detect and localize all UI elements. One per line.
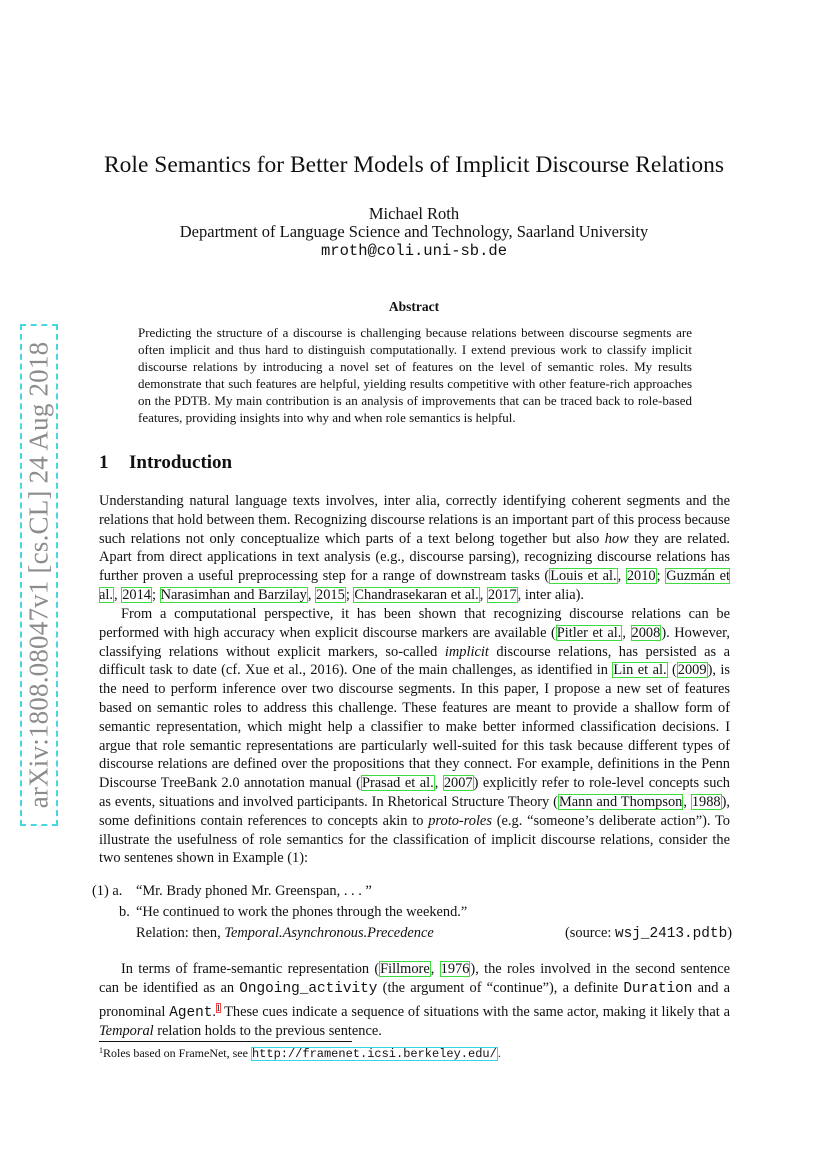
text: Understanding natural language texts involves, inter alia, correctly identifying coherent segments and the relations that hold between them. Recognizing discourse relations is an important part of this process because such relations not only conceptualize which parts of a text belong together but also <box>99 493 730 547</box>
footnote-divider <box>99 1041 352 1042</box>
text: , <box>617 568 626 585</box>
text: . <box>497 1046 501 1060</box>
example-row-a <box>92 881 732 902</box>
text: (source: <box>564 925 615 941</box>
intro-paragraph-2 <box>99 605 730 868</box>
text: ) explicitly refer to role-level concepts such as events, situations and involved participants. In Rhetorical Structure Theory ( <box>99 775 731 810</box>
footnote-number: 1 <box>99 1046 103 1055</box>
example-block <box>92 881 732 944</box>
intro-paragraph-3: In terms of frame-semantic representation (Fillmore, 1976), the roles involved in the second sentence can be identified as an Ongoing_activity (the argument of “continue”), a definite Duration and a pronominal Agent.$^1$ These cues indicate a sequence of situations with the same actor, making it likely that a Temporal relation holds to the previous sentence. <box>99 961 730 1040</box>
source-filename: wsj_2413.pdtb <box>614 926 728 942</box>
text: ; <box>345 586 354 603</box>
text: , <box>434 775 443 792</box>
text: In terms of frame-semantic representation ( <box>121 961 380 977</box>
paper-title: Role Semantics for Better Models of Implicit Discourse Relations <box>103 152 725 178</box>
arxiv-identifier: arXiv:1808.08047v1 [cs.CL] 24 Aug 2018 <box>23 341 54 809</box>
text: , <box>479 586 487 603</box>
citation-year-link[interactable]: 1976 <box>440 961 470 977</box>
text: , <box>683 793 691 810</box>
framenet-url-link[interactable]: http://framenet.icsi.berkeley.edu/ <box>251 1047 497 1061</box>
text: ). However, classifying relations without explicit markers, so-called <box>99 624 730 660</box>
example-row-b <box>92 902 732 923</box>
text: , inter alia). <box>517 586 584 603</box>
role-name: Agent <box>169 1004 213 1021</box>
role-name: Ongoing_activity <box>239 980 378 997</box>
citation-link[interactable]: Lin et al. <box>613 662 667 679</box>
citation-link[interactable]: Mann and Thompson <box>558 793 683 810</box>
citation-link[interactable]: Prasad et al. <box>361 775 434 792</box>
text: (the argument of “continue”), a definite <box>377 979 624 996</box>
text: they are related. Apart from direct applications in text analysis (e.g., discourse parsing), recognizing discourse relations has further proven a useful preprocessing step for a range of downstream tasks ( <box>99 530 730 585</box>
text: ), is the need to perform inference over two discourse segments. In this paper, I propose a new set of features based on semantic roles to address this challenge. These features are meant to provide a shallow form of semantic representation, which might help a classifier to make better informed classification decisions. I argue that role semantic representations are particularly well-suited for this task because different types of discourse relations are defined over the propositions that they connect. For example, definitions in the Penn Discourse TreeBank 2.0 annotation manual ( <box>99 662 730 792</box>
citation-year-link[interactable]: 2015 <box>316 586 345 603</box>
author-name: Michael Roth <box>368 204 460 223</box>
text: From a computational perspective, it has been shown that recognizing discourse relations can be performed with high accuracy when explicit discourse markers are available ( <box>99 606 730 641</box>
text: , <box>113 586 122 603</box>
citation-link[interactable]: Pitler et al. <box>556 624 622 641</box>
example-relation <box>136 923 434 944</box>
abstract-heading: Abstract <box>388 299 440 314</box>
text: These cues indicate a sequence of situations with the same actor, making it likely that a <box>220 1003 730 1020</box>
section-number: 1 <box>99 452 109 473</box>
author-email: mroth@coli.uni-sb.de <box>320 242 508 260</box>
footnote-marker-link[interactable]: 1 <box>216 1002 221 1013</box>
text: ; <box>151 586 160 603</box>
example-relation-row <box>92 923 732 944</box>
abstract-text: Predicting the structure of a discourse is challenging because relations between discourse segments are often implicit and thus hard to distinguish computationally. I extend previous work to classify implicit discourse relations by introducing a novel set of features on the level of semantic roles. My results demonstrate that such features are helpful, yielding results competitive with other feature-rich approaches on the PDTB. My main contribution is an analysis of improvements that can be traced back to role-based features, providing insights into why and when role semantics is helpful. <box>138 325 692 425</box>
text: ; <box>656 568 666 585</box>
text: , <box>430 961 440 977</box>
citation-link[interactable]: Fillmore <box>380 961 430 977</box>
text: relation holds to the previous sentence. <box>153 1023 382 1040</box>
citation-year-link[interactable]: 1988 <box>691 793 721 810</box>
citation-year-link[interactable]: 2014 <box>122 586 151 603</box>
relation-label: Relation: then, <box>136 925 225 941</box>
example-source <box>565 923 732 945</box>
text: discourse relations, has persisted as a difficult task to date (cf. Xue et al., 2016). One of the main challenges, as identified in <box>99 643 730 679</box>
citation-year-link[interactable]: 2007 <box>443 775 473 792</box>
example-letter: b. <box>119 904 130 920</box>
text: , <box>307 586 316 603</box>
citation-year-link[interactable]: 2009 <box>677 662 707 679</box>
section-title: Introduction <box>129 452 233 473</box>
footnote <box>99 1046 501 1061</box>
text: and a pronominal <box>99 979 730 1020</box>
section-heading <box>99 452 232 474</box>
citation-link[interactable]: Chandrasekaran et al. <box>354 586 479 603</box>
emphasis: Temporal <box>99 1023 154 1040</box>
text: ), the roles involved in the second sentence can be identified as an <box>99 961 730 996</box>
citation-year-link[interactable]: 2017 <box>487 586 517 603</box>
citation-link[interactable]: Louis et al. <box>550 568 617 585</box>
text: , <box>622 624 631 641</box>
citation-link[interactable]: Narasimhan and Barzilay <box>160 586 307 603</box>
citation-year-link[interactable]: 2010 <box>626 568 656 585</box>
emphasis: implicit <box>444 643 489 660</box>
author-affiliation: Department of Language Science and Technology, Saarland University <box>179 222 649 241</box>
text: ) <box>727 925 732 941</box>
emphasis: proto-roles <box>428 812 492 829</box>
relation-value: Temporal.Asynchronous.Precedence <box>224 925 434 941</box>
example-number: (1) a. <box>92 883 123 899</box>
intro-paragraph-1 <box>99 492 730 605</box>
emphasis: how <box>604 530 629 547</box>
text: (e.g. “someone’s deliberate action”). To illustrate the usefulness of role semantics for the classification of implicit discourse relations, consider the two sentenes shown in Example (1): <box>99 812 730 867</box>
footnote-text: Roles based on FrameNet, see <box>103 1046 251 1060</box>
text: ), some definitions contain references to concepts akin to <box>99 793 731 829</box>
text: ( <box>667 662 677 679</box>
citation-year-link[interactable]: 2008 <box>631 624 661 641</box>
arxiv-identifier-stamp <box>20 324 58 826</box>
example-sentence-a: “Mr. Brady phoned Mr. Greenspan, . . . ” <box>136 883 372 899</box>
role-name: Duration <box>623 980 693 997</box>
citation-link[interactable]: Guzmán et al. <box>99 568 731 603</box>
example-sentence-b: “He continued to work the phones through the weekend.” <box>136 904 468 920</box>
